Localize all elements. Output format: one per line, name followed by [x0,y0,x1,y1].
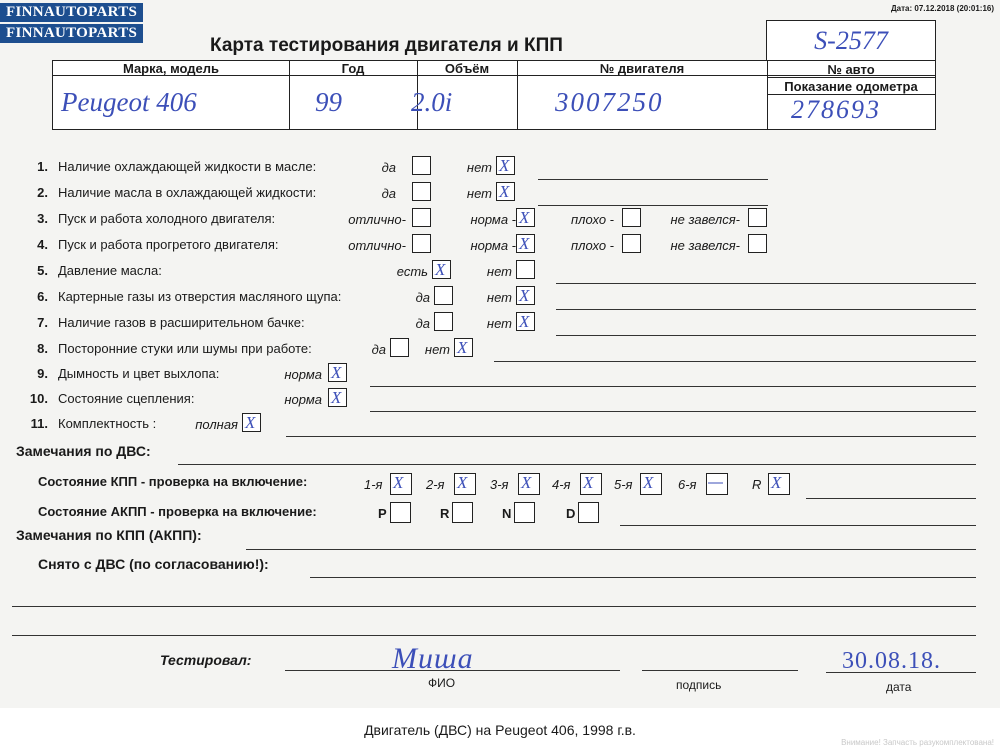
option-label: да [415,316,430,331]
answer-line [370,411,976,412]
stock-number: S-2577 [814,26,888,55]
manual-gearbox-label: Состояние КПП - проверка на включение: [38,474,308,489]
auto-gearbox-label: Состояние АКПП - проверка на включение: [38,504,317,519]
question-number: 11. [30,416,48,431]
option-label: нет [466,160,492,175]
option-label: полная [195,417,238,432]
checked-checkbox[interactable] [496,182,515,201]
gear-checkbox[interactable] [580,473,602,495]
option-label: есть [396,264,428,279]
auto-gear-label: N [502,506,512,521]
option-label: да [371,342,386,357]
checkbox[interactable] [516,260,535,279]
checkbox[interactable] [622,234,641,253]
checkbox[interactable] [748,208,767,227]
option-label: да [415,290,430,305]
checked-checkbox[interactable] [242,413,261,432]
signature-caption: подпись [676,678,722,692]
option-label: не завелся- [670,212,740,227]
option-label: отлично- [348,212,406,227]
header-label-engine-number: № двигателя [599,61,685,76]
answer-line [556,309,976,310]
tester-signature-name: Миша [392,642,474,675]
date-line [826,672,976,673]
checked-checkbox[interactable] [328,363,347,382]
question-text: Дымность и цвет выхлопа: [58,366,220,381]
question-number: 7. [37,315,48,330]
question-number: 10. [29,391,48,406]
checkbox[interactable] [622,208,641,227]
answer-line [556,335,976,336]
checkbox[interactable] [412,156,431,175]
watermark: Внимание! Запчасть разукомплектована! [841,738,994,747]
gear-checkbox[interactable] [518,473,540,495]
option-label: норма [284,392,322,407]
header-value-make: Peugeot 406 [61,87,197,117]
gearbox-remarks-line [246,549,976,550]
test-date-value: 30.08.18. [842,648,941,674]
checked-checkbox[interactable] [516,312,535,331]
question-text: Давление масла: [58,263,162,278]
signature-line [642,670,798,671]
question-number: 4. [37,237,48,252]
header-label-make: Марка, модель [122,61,220,76]
answer-line [538,179,768,180]
question-text: Наличие охлаждающей жидкости в масле: [58,159,317,174]
question-text: Пуск и работа холодного двигателя: [58,211,276,226]
header-label-car-number: № авто [827,62,875,77]
answer-line [556,283,976,284]
option-label: плохо - [571,238,614,253]
auto-gear-checkbox[interactable] [452,502,473,523]
auto-gearbox-line [620,525,976,526]
fio-caption: ФИО [428,676,456,690]
checkbox[interactable] [412,234,431,253]
footer [0,708,1000,750]
question-text: Наличие масла в охлаждающей жидкости: [58,185,317,200]
answer-line [370,386,976,387]
option-label: да [381,160,396,175]
stock-number-box [766,20,936,62]
option-label: плохо - [571,212,614,227]
checked-checkbox[interactable] [328,388,347,407]
answer-line [286,436,976,437]
auto-gear-checkbox[interactable] [514,502,535,523]
fio-line [285,670,620,671]
gear-label: 1-я [364,477,383,492]
checkbox[interactable] [434,312,453,331]
removed-from-engine-label: Снято с ДВС (по согласованию!): [38,556,269,572]
question-number: 2. [37,185,48,200]
checked-checkbox[interactable] [516,234,535,253]
option-label: нет [486,316,512,331]
page-title: Карта тестирования двигателя и КПП [210,35,563,56]
auto-gear-label: D [566,506,576,521]
question-text: Комплектность : [58,416,157,431]
header-value-engine-number: 3007250 [555,87,664,117]
date-caption: дата [886,680,912,694]
checkbox[interactable] [412,182,431,201]
header-value-odometer: 278693 [791,95,881,124]
gearbox-remarks-label: Замечания по КПП (АКПП): [16,527,202,543]
gear-checkbox[interactable] [706,473,728,495]
answer-line [538,205,768,206]
removed-line-3 [12,635,976,636]
gear-checkbox[interactable] [390,473,412,495]
header-label-odometer: Показание одометра [784,79,918,94]
engine-remarks-line [178,464,976,465]
header-label-year: Год [341,61,365,76]
question-text: Посторонние стуки или шумы при работе: [58,341,312,356]
auto-gear-label: R [440,506,450,521]
checkbox[interactable] [434,286,453,305]
checkbox[interactable] [748,234,767,253]
question-number: 3. [37,211,48,226]
gear-label: R [752,477,762,492]
option-label: отлично- [348,238,406,253]
checked-checkbox[interactable] [516,208,535,227]
option-label: норма - [470,212,516,227]
logo-secondary: FINNAUTOPARTS [0,24,143,43]
manual-gearbox-line [806,498,976,499]
gear-label: 2-я [426,477,445,492]
tested-by-label: Тестировал: [160,652,252,668]
question-text: Состояние сцепления: [58,391,195,406]
date-stamp: Дата: 07.12.2018 (20:01:16) [890,4,994,13]
engine-remarks-label: Замечания по ДВС: [16,443,151,459]
option-label: да [381,186,396,201]
answer-line [494,361,976,362]
question-number: 8. [37,341,48,356]
checked-checkbox[interactable] [432,260,451,279]
auto-gear-checkbox[interactable] [578,502,599,523]
gear-label: 3-я [490,477,509,492]
removed-line-2 [12,606,976,607]
image-caption: Двигатель (ДВС) на Peugeot 406, 1998 г.в. [364,722,636,738]
auto-gear-label: P [378,506,387,521]
checked-checkbox[interactable] [454,338,473,357]
header-value-year: 99 [315,87,342,117]
checked-checkbox[interactable] [496,156,515,175]
question-text: Картерные газы из отверстия масляного щупа: [58,289,342,304]
question-number: 9. [37,366,48,381]
option-label: норма [284,367,322,382]
question-number: 6. [37,289,48,304]
checked-checkbox[interactable] [516,286,535,305]
question-text: Пуск и работа прогретого двигателя: [58,237,279,252]
question-text: Наличие газов в расширительном бачке: [58,315,305,330]
option-label: нет [424,342,450,357]
gear-checkbox[interactable] [454,473,476,495]
header-label-volume: Объём [444,61,490,76]
gear-label: 6-я [678,477,697,492]
question-number: 5. [37,263,48,278]
gear-checkbox[interactable] [640,473,662,495]
gear-label: 4-я [552,477,571,492]
option-label: нет [486,264,512,279]
auto-gear-checkbox[interactable] [390,502,411,523]
vehicle-header-table [52,60,936,130]
option-label: норма - [470,238,516,253]
question-number: 1. [37,159,48,174]
gear-checkbox[interactable] [768,473,790,495]
option-label: не завелся- [670,238,740,253]
logo-primary: FINNAUTOPARTS [0,3,143,22]
option-label: нет [486,290,512,305]
checkbox[interactable] [412,208,431,227]
option-label: нет [466,186,492,201]
removed-line-1 [310,577,976,578]
header-value-volume: 2.0i [411,87,453,117]
gear-label: 5-я [614,477,633,492]
